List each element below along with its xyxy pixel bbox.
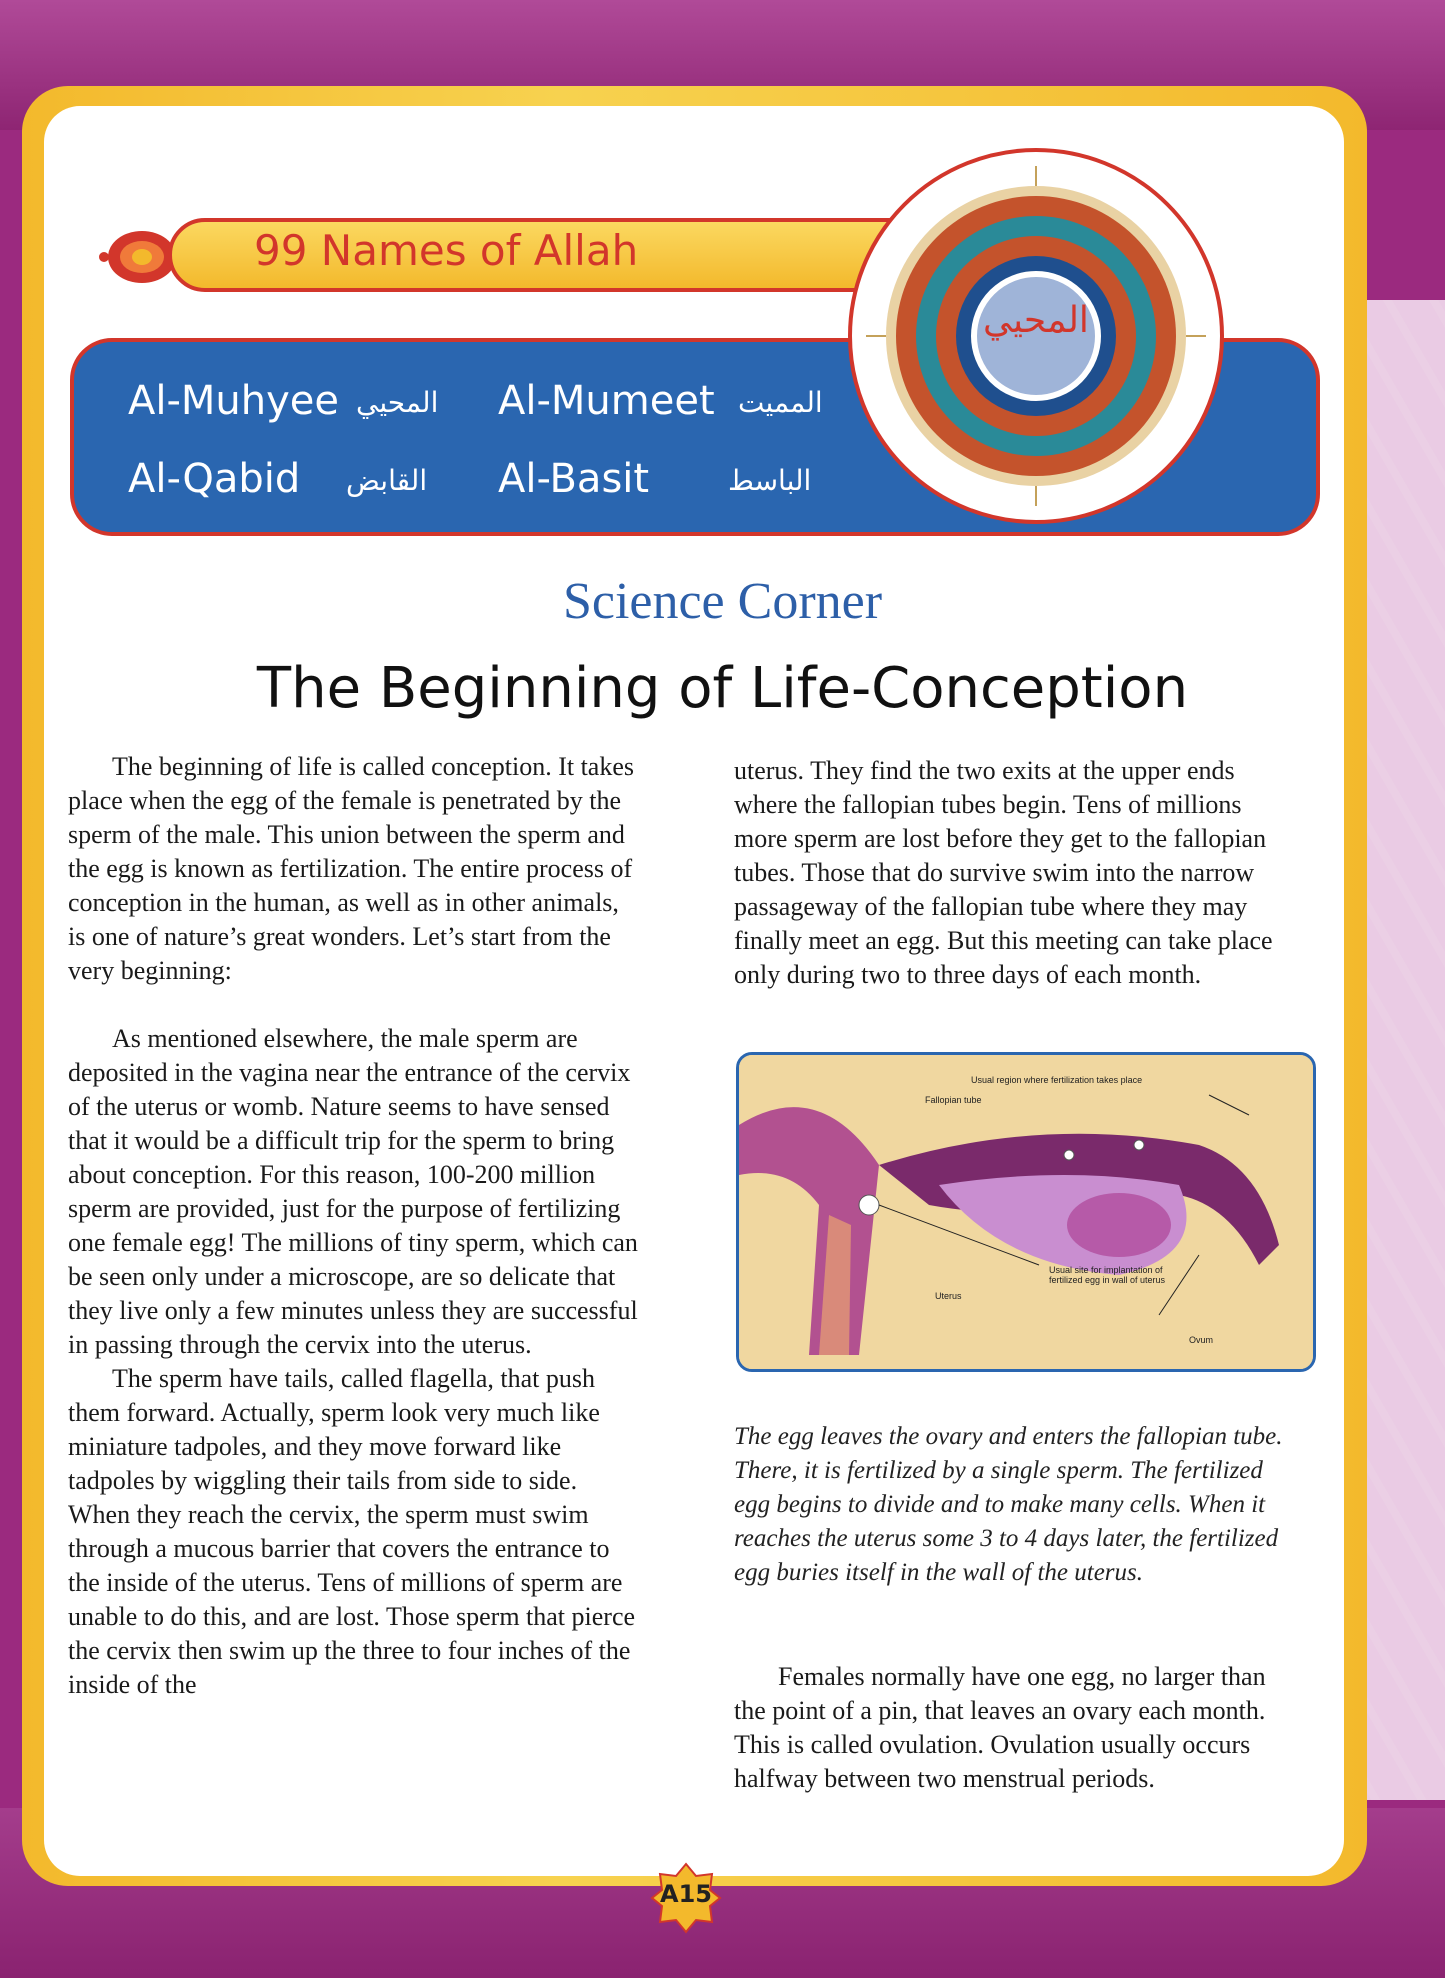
names-title: 99 Names of Allah <box>254 226 639 275</box>
label-fertilization-region: Usual region where fertilization takes place <box>971 1075 1143 1085</box>
label-fallopian-tube: Fallopian tube <box>925 1095 982 1105</box>
medallion-arabic-text: المحيي <box>983 300 1089 341</box>
floral-ornament-icon <box>96 222 178 292</box>
paragraph: Females normally have one egg, no larger than the point of a pin, that leaves an ovary each month. This is called ovulation. Ovulation usually occurs halfway between two menstrual periods. <box>734 1662 1266 1793</box>
label-ovum: Ovum <box>1189 1335 1214 1345</box>
name-latin: Al-Mumeet <box>498 378 715 424</box>
name-arabic: القابض <box>346 464 428 497</box>
page-number: A15 <box>660 1880 712 1908</box>
right-column-top <box>734 754 1300 992</box>
uterus-illustration <box>739 1055 1313 1369</box>
paragraph: As mentioned elsewhere, the male sperm are deposited in the vagina near the entrance of the cervix of the uterus or womb. Nature seems to have sensed that it would be a difficult trip for the sperm to bring about conception. For this reason, 100-200 million sperm are provided, just for the purpose of fertilizing one female egg! The millions of tiny sperm, which can be seen only under a microscope, are so delicate that they live only a few minutes unless they are successful in passing through the cervix into the uterus. <box>68 1024 638 1359</box>
paragraph: uterus. They find the two exits at the upper ends where the fallopian tubes begin. Tens of millions more sperm are lost before they get to the fallopian tubes. Those that do survive swim into the narrow passageway of the fallopian tube where they may finally meet an egg. But this meeting can take place only during two to three days of each month. <box>734 756 1273 989</box>
section-title: Science Corner <box>562 573 883 630</box>
paragraph: The sperm have tails, called flagella, that push them forward. Actually, sperm look very much like miniature tadpoles, and they move forward like tadpoles by wiggling their tails from side to side. When they reach the cervix, the sperm must swim through a mucous barrier that covers the entrance to the inside of the uterus. Tens of millions of sperm are unable to do this, and are lost. Those sperm that pierce the cervix then swim up the three to four inches of the inside of the <box>68 1364 636 1699</box>
name-latin: Al-Muhyee <box>128 378 340 424</box>
label-uterus: Uterus <box>935 1291 962 1301</box>
name-arabic: المميت <box>738 386 823 419</box>
page-title: The Beginning of Life-Conception <box>256 656 1189 721</box>
name-arabic: الباسط <box>728 464 812 497</box>
anatomy-diagram <box>736 1052 1316 1372</box>
name-latin: Al-Qabid <box>128 456 301 502</box>
name-arabic: المحيي <box>356 386 439 419</box>
left-column <box>68 750 642 1702</box>
right-column-bottom <box>734 1660 1300 1796</box>
figure-caption: The egg leaves the ovary and enters the fallopian tube. There, it is fertilized by a single sperm. The fertilized egg begins to divide and to make many cells. When it reaches the uterus some 3 to 4 days later, the fertilized egg buries itself in the wall of the uterus. <box>734 1423 1283 1586</box>
label-implantation-site: Usual site for implantation of fertilized egg in wall of uterus <box>1049 1265 1166 1285</box>
paragraph: The beginning of life is called conception. It takes place when the egg of the female is penetrated by the sperm of the male. This union between the sperm and the egg is known as fertilization. The entire process of conception in the human, as well as in other animals, is one of nature’s great wonders. Let’s start from the very beginning: <box>68 752 634 985</box>
name-latin: Al-Basit <box>498 456 650 502</box>
